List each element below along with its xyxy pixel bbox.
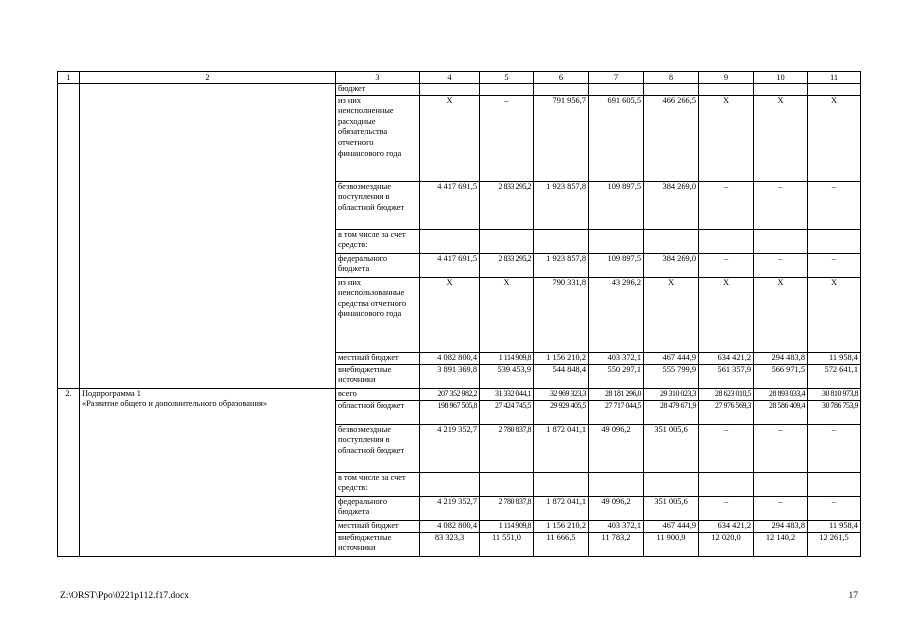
value-cell: 555 799,9: [644, 364, 699, 388]
program-name-cell: [80, 388, 336, 556]
value-cell: 4 082 800,4: [420, 520, 480, 532]
value-cell: 2 833 295,2: [480, 253, 534, 277]
value-cell: X: [420, 95, 480, 181]
value-cell: X: [808, 95, 861, 181]
value-cell: X: [420, 277, 480, 352]
value-cell: –: [699, 424, 754, 472]
col-header: 5: [480, 72, 534, 84]
source-label: федерального бюджета: [336, 496, 420, 520]
value-cell: 32 969 323,3: [534, 388, 589, 400]
value-cell: 12 140,2: [754, 532, 808, 556]
source-label: всего: [336, 388, 420, 400]
value-cell: –: [808, 253, 861, 277]
value-cell: 351 005,6: [644, 496, 699, 520]
budget-table: [57, 71, 861, 557]
value-cell: 2 780 837,8: [480, 496, 534, 520]
value-cell: X: [480, 277, 534, 352]
value-cell: 43 296,2: [589, 277, 644, 352]
row-number-cell: 2.: [58, 388, 80, 556]
value-cell: 30 810 973,8: [808, 388, 861, 400]
value-cell: 544 848,4: [534, 364, 589, 388]
value-cell: 198 967 505,8: [420, 400, 480, 424]
column-numbers-row: [58, 72, 861, 84]
value-cell: 83 323,3: [420, 532, 480, 556]
value-cell: 28 623 010,5: [699, 388, 754, 400]
value-cell: 351 005,6: [644, 424, 699, 472]
value-cell: 28 586 409,4: [754, 400, 808, 424]
file-path: Z:\ORST\Ppo\0221p112.f17.docx: [60, 591, 189, 601]
value-cell: 29 310 023,3: [644, 388, 699, 400]
subprogram-title: Подпрограмма 1: [82, 388, 141, 398]
value-cell: 294 483,8: [754, 352, 808, 364]
page-number: 17: [848, 591, 858, 601]
value-cell: 11 958,4: [808, 520, 861, 532]
value-cell: 1 872 041,1: [534, 496, 589, 520]
col-header: 2: [80, 72, 336, 84]
col-header: 4: [420, 72, 480, 84]
value-cell: 29 929 405,5: [534, 400, 589, 424]
value-cell: 2 833 295,2: [480, 181, 534, 229]
value-cell: 27 424 745,5: [480, 400, 534, 424]
value-cell: 550 297,1: [589, 364, 644, 388]
value-cell: –: [808, 424, 861, 472]
value-cell: 634 421,2: [699, 352, 754, 364]
source-label: внебюджетные источники: [336, 532, 420, 556]
source-label: местный бюджет: [336, 520, 420, 532]
col-header: 6: [534, 72, 589, 84]
program-name-cell: [80, 84, 336, 389]
table-row: [58, 388, 861, 400]
value-cell: 467 444,9: [644, 520, 699, 532]
col-header: 8: [644, 72, 699, 84]
source-label: местный бюджет: [336, 352, 420, 364]
subprogram-subtitle: «Развитие общего и дополнительного образования»: [82, 399, 268, 409]
value-cell: 561 357,9: [699, 364, 754, 388]
col-header: 10: [754, 72, 808, 84]
value-cell: –: [808, 181, 861, 229]
value-cell: 384 269,0: [644, 181, 699, 229]
source-label: в том числе за счет средств:: [336, 229, 420, 253]
value-cell: 2 780 837,8: [480, 424, 534, 472]
value-cell: 28 181 296,0: [589, 388, 644, 400]
value-cell: 294 483,8: [754, 520, 808, 532]
value-cell: 1 156 210,2: [534, 352, 589, 364]
value-cell: 790 331,8: [534, 277, 589, 352]
value-cell: X: [699, 277, 754, 352]
value-cell: 539 453,9: [480, 364, 534, 388]
value-cell: 4 417 691,5: [420, 181, 480, 229]
value-cell: 11 958,4: [808, 352, 861, 364]
value-cell: 4 417 691,5: [420, 253, 480, 277]
value-cell: 4 219 352,7: [420, 496, 480, 520]
value-cell: 11 783,2: [589, 532, 644, 556]
col-header: 3: [336, 72, 420, 84]
col-header: 7: [589, 72, 644, 84]
value-cell: –: [699, 181, 754, 229]
value-cell: X: [754, 95, 808, 181]
value-cell: –: [699, 253, 754, 277]
value-cell: 11 900,9: [644, 532, 699, 556]
value-cell: 109 897,5: [589, 181, 644, 229]
value-cell: –: [480, 95, 534, 181]
value-cell: 12 261,5: [808, 532, 861, 556]
value-cell: 1 114 909,8: [480, 520, 534, 532]
table-row: [58, 84, 861, 96]
col-header: 11: [808, 72, 861, 84]
value-cell: 1 923 857,8: [534, 181, 589, 229]
value-cell: 28 893 033,4: [754, 388, 808, 400]
value-cell: –: [754, 496, 808, 520]
value-cell: 1 156 210,2: [534, 520, 589, 532]
value-cell: 27 717 044,5: [589, 400, 644, 424]
value-cell: 109 897,5: [589, 253, 644, 277]
source-label: из них неисполненные расходные обязательства отчетного финансового года: [336, 95, 420, 181]
value-cell: 4 082 800,4: [420, 352, 480, 364]
value-cell: 1 923 857,8: [534, 253, 589, 277]
source-label: федерального бюджета: [336, 253, 420, 277]
value-cell: 3 891 369,8: [420, 364, 480, 388]
source-label: в том числе за счет средств:: [336, 472, 420, 496]
value-cell: 207 352 982,2: [420, 388, 480, 400]
value-cell: 466 266,5: [644, 95, 699, 181]
value-cell: X: [699, 95, 754, 181]
value-cell: 11 666,5: [534, 532, 589, 556]
value-cell: 1 114 909,8: [480, 352, 534, 364]
value-cell: –: [754, 181, 808, 229]
value-cell: 28 479 671,9: [644, 400, 699, 424]
value-cell: 11 551,0: [480, 532, 534, 556]
value-cell: –: [754, 253, 808, 277]
source-label: безвозмездные поступления в областной бюджет: [336, 181, 420, 229]
col-header: 9: [699, 72, 754, 84]
value-cell: 691 605,5: [589, 95, 644, 181]
value-cell: 572 641,1: [808, 364, 861, 388]
source-label: из них неиспользованные средства отчетного финансового года: [336, 277, 420, 352]
row-number-cell: [58, 84, 80, 389]
value-cell: 4 219 352,7: [420, 424, 480, 472]
value-cell: 634 421,2: [699, 520, 754, 532]
value-cell: 30 786 753,9: [808, 400, 861, 424]
source-label: областной бюджет: [336, 400, 420, 424]
value-cell: 384 269,0: [644, 253, 699, 277]
value-cell: 12 020,0: [699, 532, 754, 556]
source-label: бюджет: [336, 84, 420, 96]
value-cell: 49 096,2: [589, 424, 644, 472]
col-header: 1: [58, 72, 80, 84]
value-cell: –: [699, 496, 754, 520]
value-cell: 27 976 569,3: [699, 400, 754, 424]
value-cell: 467 444,9: [644, 352, 699, 364]
value-cell: X: [754, 277, 808, 352]
value-cell: 403 372,1: [589, 352, 644, 364]
value-cell: X: [808, 277, 861, 352]
value-cell: –: [808, 496, 861, 520]
value-cell: 49 096,2: [589, 496, 644, 520]
value-cell: 403 372,1: [589, 520, 644, 532]
value-cell: 1 872 041,1: [534, 424, 589, 472]
source-label: внебюджетные источники: [336, 364, 420, 388]
value-cell: 31 332 044,1: [480, 388, 534, 400]
value-cell: X: [644, 277, 699, 352]
source-label: безвозмездные поступления в областной бюджет: [336, 424, 420, 472]
value-cell: –: [754, 424, 808, 472]
value-cell: 566 971,5: [754, 364, 808, 388]
value-cell: 791 956,7: [534, 95, 589, 181]
